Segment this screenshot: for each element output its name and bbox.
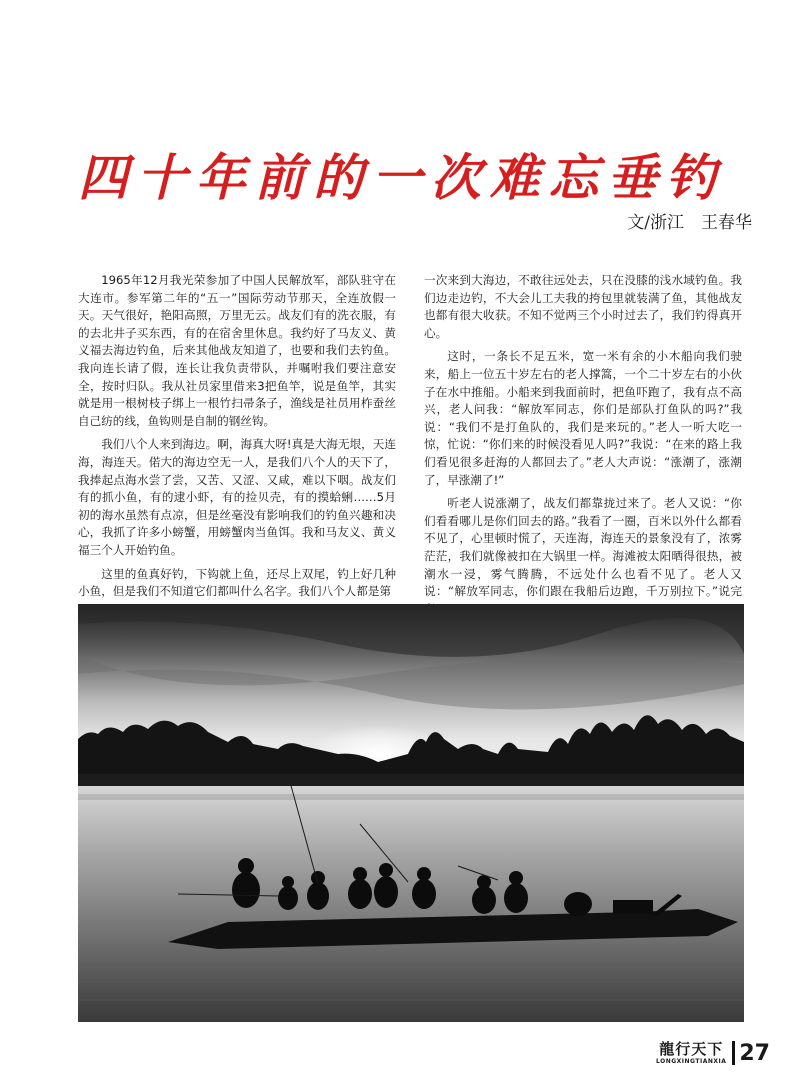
paragraph: 这里的鱼真好钓，下钩就上鱼，还尽上双尾，钓上好几种小鱼，但是我们不知道它们都叫什么名字。我们八个人都是第 [78, 566, 396, 599]
paragraph: 这时，一条长不足五米，宽一米有余的小木船向我们驶来，船上一位五十岁左右的老人撑篙，一个二十岁左右的小伙子在水中推船。小船来到我面前时，把鱼吓跑了，我有点不高兴，老人问我：“解放军同志，你们是部队打鱼队的吗?”我说：“我们不是打鱼队的，我们是来玩的。”老人一听大吃一惊，忙说：“你们来的时候没看见人吗?”我说：“在来的路上我们看见很多赶海的人都回去了。”老人大声说：“涨潮了，涨潮了，早涨潮了!” [424, 349, 742, 487]
logo-pinyin: LONGXINGTIANXIA [656, 1057, 727, 1065]
title-char: 难 [489, 148, 542, 207]
paragraph: 一次来到大海边，不敢往远处去，只在没膝的浅水域钓鱼。我们边走边钓，不大会儿工夫我的挎包里就装满了鱼，其他战友也都有很大收获。不知不觉两三个小时过去了，我们钓得真开心。 [424, 273, 742, 340]
page-number: 27 [739, 1040, 770, 1066]
article-title [78, 138, 718, 210]
title-char: 一 [371, 148, 424, 207]
paragraph: 我们八个人来到海边。啊，海真大呀!真是大海无垠，天连海，海连天。偌大的海边空无一人，是我们八个人的天下了，我捧起点海水尝了尝，又苦、又涩、又咸，难以下咽。战友们有的抓小鱼，有的逮小虾，有的捡贝壳，有的摸蛤蜊……5月初的海水虽然有点凉，但是丝毫没有影响我们的钓鱼兴趣和决心，我抓了许多小螃蟹，用螃蟹肉当鱼饵。我和马友义、黄义福三个人开始钓鱼。 [78, 437, 396, 557]
author-byline: 文/浙江 王春华 [627, 213, 752, 233]
title-char: 次 [430, 148, 483, 207]
page-footer [656, 1036, 770, 1070]
paragraph: 1965年12月我光荣参加了中国人民解放军，部队驻守在大连市。参军第二年的“五一”国际劳动节那天，全连放假一天。天气很好，艳阳高照，万里无云。战友们有的洗衣服，有的去北井子买东西，有的在宿舍里休息。我约好了马友义、黄义福去海边钓鱼，后来其他战友知道了，也要和我们去钓鱼。我向连长请了假，连长让我负责带队，并嘱咐我们要注意安全，按时归队。我从社员家里借来3把鱼竿，说是鱼竿，其实就是用一根树枝子绑上一根竹扫帚条子，渔线是社员用柞蚕丝自己纺的线，鱼钩则是自制的钢丝钩。 [78, 273, 396, 428]
logo-chinese: 龍行天下 [659, 1039, 724, 1058]
title-char: 垂 [607, 148, 660, 207]
right-text-column [424, 272, 742, 624]
left-text-column [78, 272, 396, 607]
title-char: 的 [313, 148, 366, 207]
sunset-fishing-image [78, 604, 744, 1022]
title-char: 前 [254, 148, 307, 207]
title-char: 忘 [548, 148, 601, 207]
fishing-photo [78, 604, 744, 1022]
title-char: 十 [136, 148, 189, 207]
footer-divider [732, 1041, 735, 1065]
title-char: 四 [78, 148, 130, 207]
title-char: 年 [195, 148, 248, 207]
magazine-logo [656, 1041, 726, 1066]
title-char: 钓 [665, 148, 718, 207]
paragraph: 听老人说涨潮了，战友们都靠拢过来了。老人又说：“你们看看哪儿是你们回去的路。”我看了一圈，百米以外什么都看不见了，心里顿时慌了，天连海，海连天的景象没有了，浓雾茫茫，我们就像被扣在大锅里一样。海滩被太阳晒得很热，被潮水一浸，雾气腾腾，不远处什么也看不见了。老人又说：“解放军同志，你们跟在我船后边跑，千万别拉下。”说完 [424, 496, 742, 599]
